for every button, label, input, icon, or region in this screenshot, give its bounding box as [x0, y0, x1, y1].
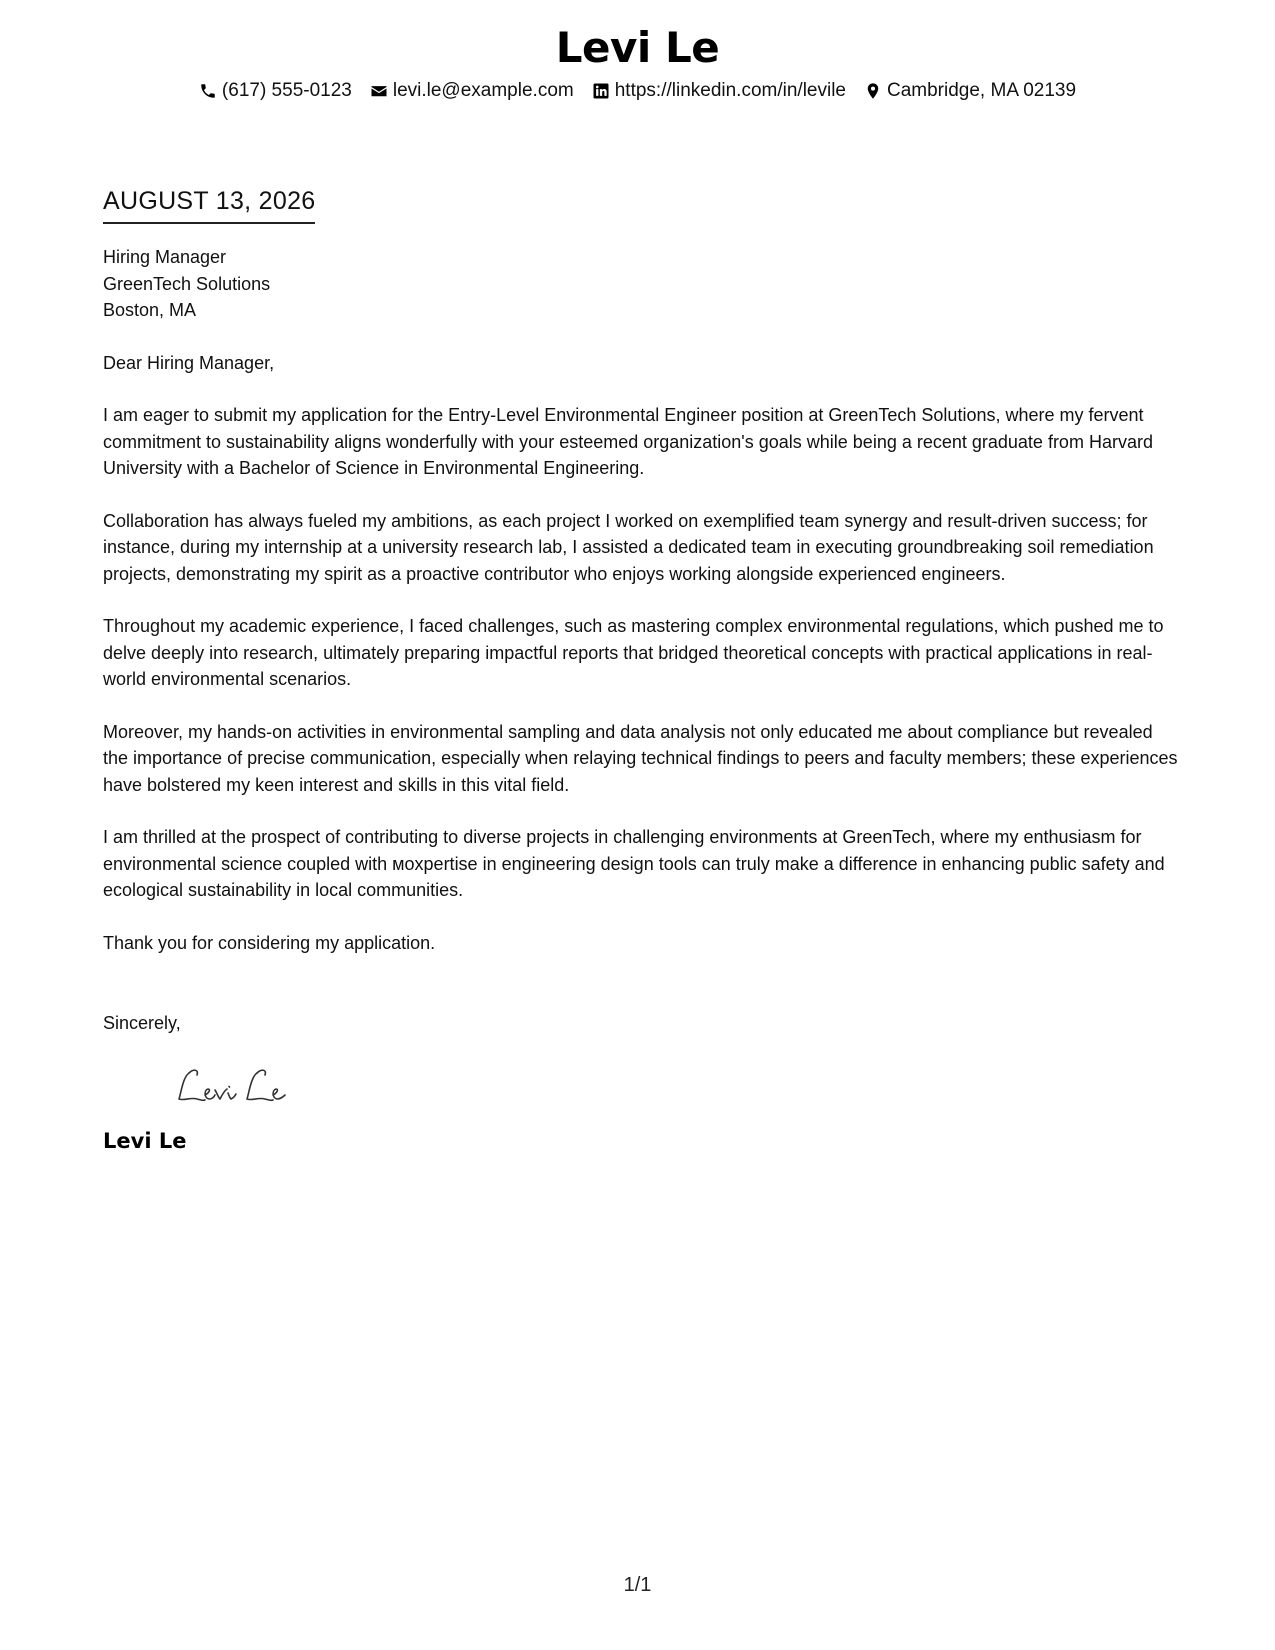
- recipient-company: GreenTech Solutions: [103, 273, 271, 294]
- handwritten-signature: [175, 1063, 295, 1107]
- location-text: Cambridge, MA 02139: [887, 80, 1077, 101]
- body-paragraph-1: I am eager to submit my application for the Entry-Level Environmental Engineer position at GreenTech Solutions, where my fervent commitment to sustainability aligns wonderfully with your esteemed organization's goals while being a recent graduate from Harvard University with a Bachelor of Science in Environmental Engineering.: [103, 405, 1153, 478]
- letter-date: AUGUST 13, 2026: [103, 187, 316, 215]
- body-paragraph-5: I am thrilled at the prospect of contributing to diverse projects in challenging environments at GreenTech, where my enthusiasm for environmental science coupled with мoxpertise in engineering design tools can truly make a difference in enhancing public safety and ecological sustainability in local communities.: [103, 827, 1165, 900]
- date-block: [103, 186, 315, 224]
- recipient-title: Hiring Manager: [103, 247, 227, 267]
- closing-thanks: Thank you for considering my application.: [103, 932, 436, 953]
- signer-name: Levi Le: [103, 1128, 187, 1153]
- linkedin-link[interactable]: https://linkedin.com/in/levile: [614, 80, 846, 101]
- linkedin-icon: [592, 82, 610, 100]
- recipient-address: [103, 244, 1178, 324]
- email-link[interactable]: levi.le@example.com: [392, 80, 574, 101]
- map-pin-icon: [864, 82, 882, 100]
- contact-phone: [199, 78, 352, 104]
- phone-icon: [199, 82, 217, 100]
- contact-location: [864, 78, 1076, 104]
- phone-text: (617) 555-0123: [221, 80, 352, 101]
- contact-bar: [0, 78, 1275, 104]
- applicant-name-heading: Levi Le: [555, 23, 720, 72]
- salutation: Dear Hiring Manager,: [103, 352, 275, 373]
- letter-body: [103, 186, 1178, 1155]
- contact-email[interactable]: [370, 78, 574, 104]
- recipient-location: Boston, MA: [103, 300, 197, 320]
- body-paragraph-4: Moreover, my hands-on activities in environmental sampling and data analysis not only educated me about compliance but revealed the importance of precise communication, especially when relaying technical findings to peers and faculty members; these experiences have bolstered my keen interest and skills in this vital field.: [103, 721, 1178, 795]
- body-paragraph-3: Throughout my academic experience, I faced challenges, such as mastering complex environmental regulations, which pushed me to delve deeply into research, ultimately preparing impactful reports that bridged theoretical concepts with practical applications in real-world environmental scenarios.: [103, 616, 1164, 689]
- envelope-icon: [370, 82, 388, 100]
- page-number: 1/1: [623, 1574, 652, 1596]
- body-paragraph-2: Collaboration has always fueled my ambitions, as each project I worked on exemplified team synergy and result-driven success; for instance, during my internship at a university research lab, I assisted a dedicated team in executing groundbreaking soil remediation projects, demonstrating my spirit as a proactive contributor who enjoys working alongside experienced engineers.: [103, 510, 1154, 584]
- sign-off: Sincerely,: [103, 1013, 181, 1033]
- contact-linkedin[interactable]: [592, 78, 846, 104]
